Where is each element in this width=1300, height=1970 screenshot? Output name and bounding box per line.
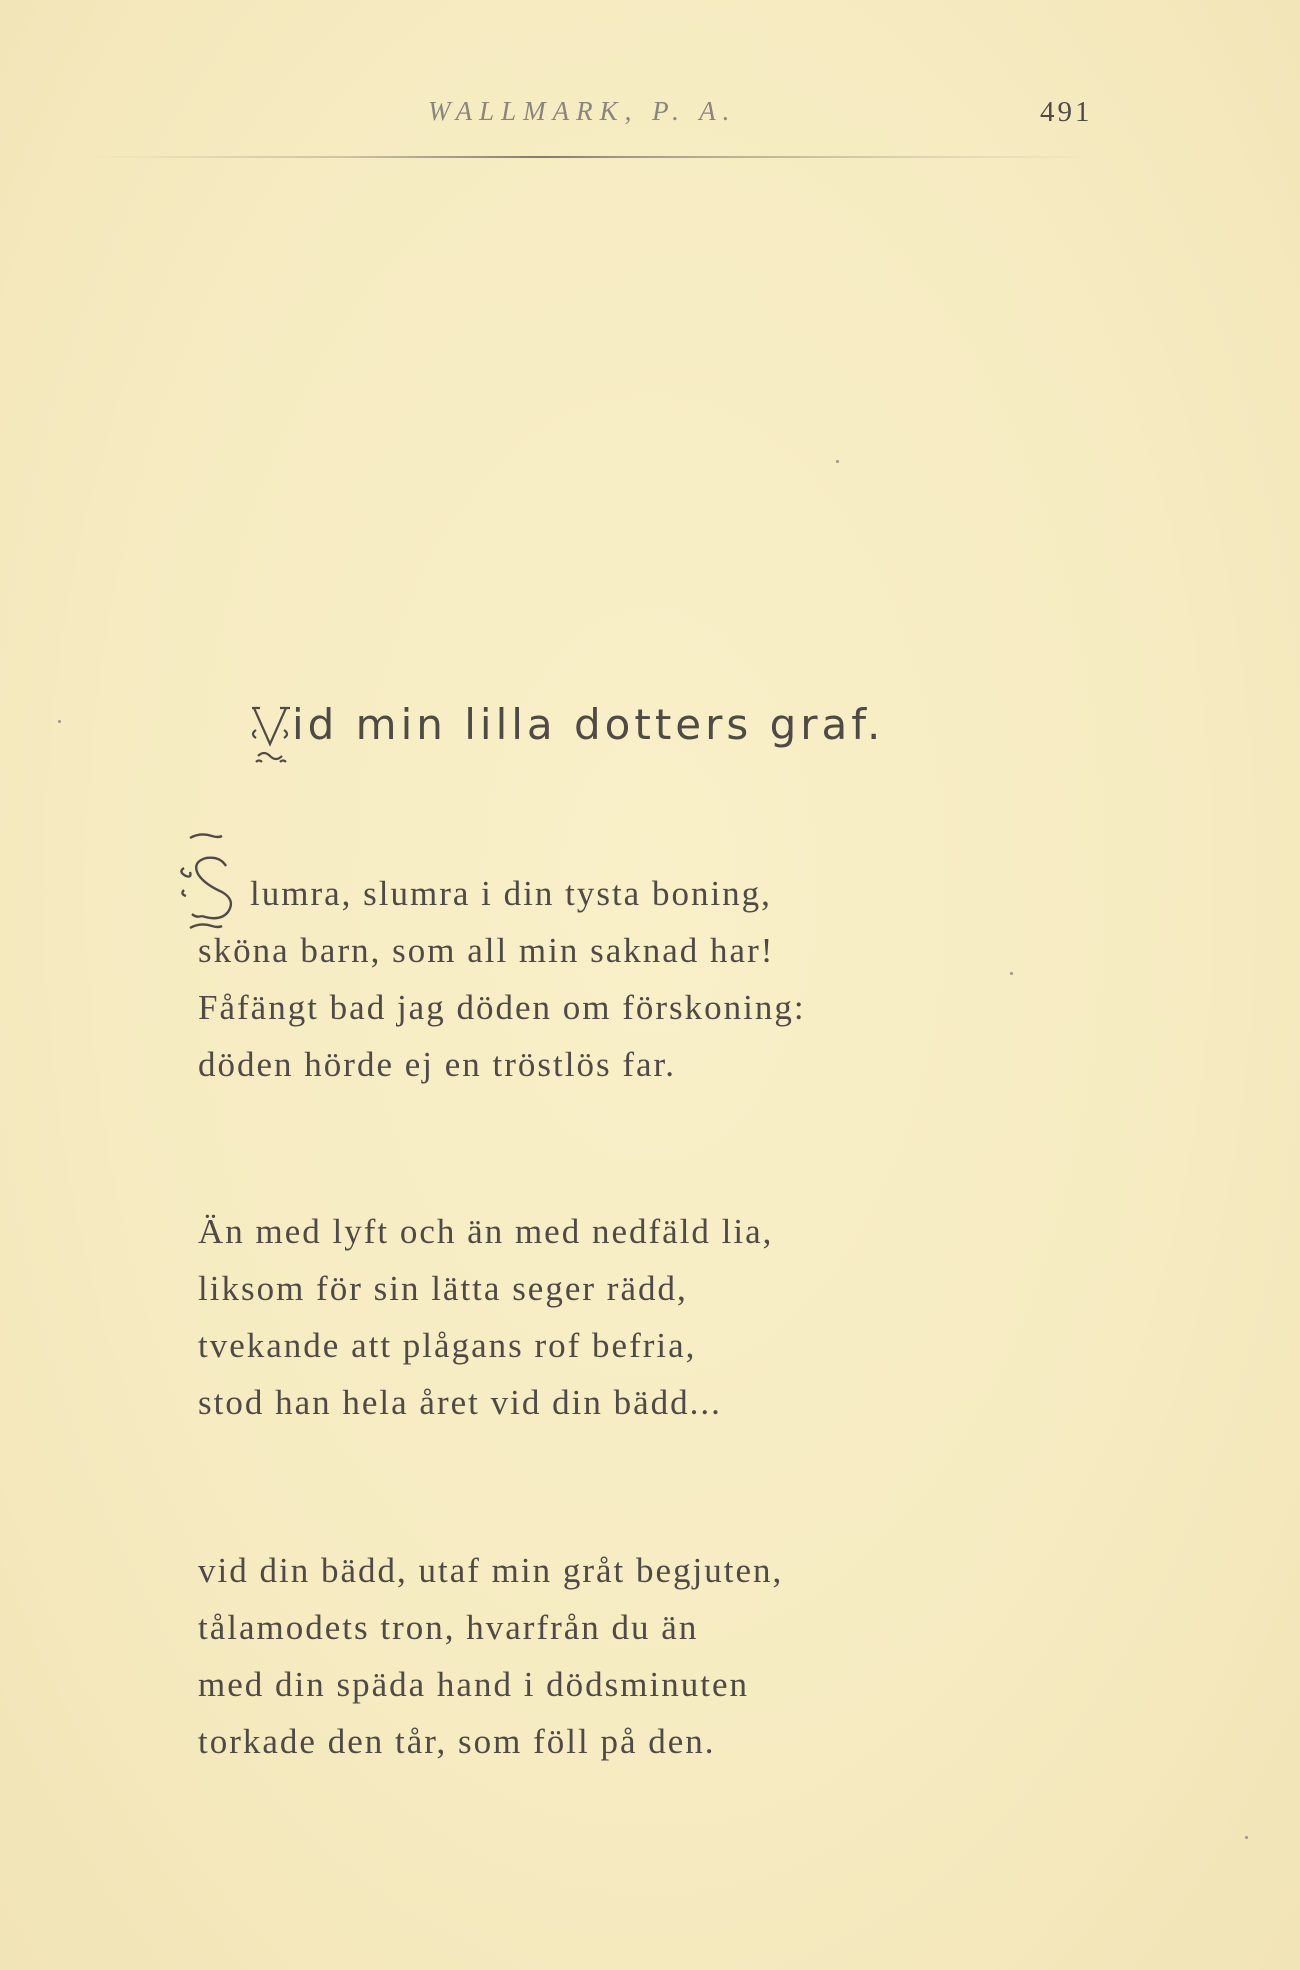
verse-line: Fåfängt bad jag döden om förskoning: (198, 988, 806, 1027)
paper-speck (58, 720, 61, 723)
stanza-3 (198, 1542, 1098, 1770)
verse-line: vid din bädd, utaf min gråt begjuten, (198, 1551, 784, 1590)
paper-speck (836, 460, 839, 463)
running-title: WALLMARK, P. A. (428, 96, 737, 126)
verse-line: tvekande att plågans rof befria, (198, 1326, 697, 1365)
ornamental-initial-v (250, 700, 292, 770)
verse-line: lumra, slumra i din tysta boning, (250, 874, 772, 913)
page-number: 491 (1040, 96, 1093, 128)
verse-line: stod han hela året vid din bädd... (198, 1383, 722, 1422)
verse-line: torkade den tår, som föll på den. (198, 1722, 716, 1761)
paper-speck (1245, 1836, 1248, 1839)
stanza-1 (198, 865, 1098, 1093)
verse-line: tålamodets tron, hvarfrån du än (198, 1608, 699, 1647)
verse-line: liksom för sin lätta seger rädd, (198, 1269, 688, 1308)
verse-line: sköna barn, som all min saknad har! (198, 931, 775, 970)
poem-title: id min lilla dotters graf. (292, 700, 885, 749)
header-rule (90, 156, 1095, 158)
verse-line: döden hörde ej en tröstlös far. (198, 1045, 677, 1084)
stanza-2 (198, 1203, 1098, 1431)
verse-line: med din späda hand i dödsminuten (198, 1665, 750, 1704)
verse-line: Än med lyft och än med nedfäld lia, (198, 1212, 774, 1251)
running-head (0, 96, 1300, 136)
